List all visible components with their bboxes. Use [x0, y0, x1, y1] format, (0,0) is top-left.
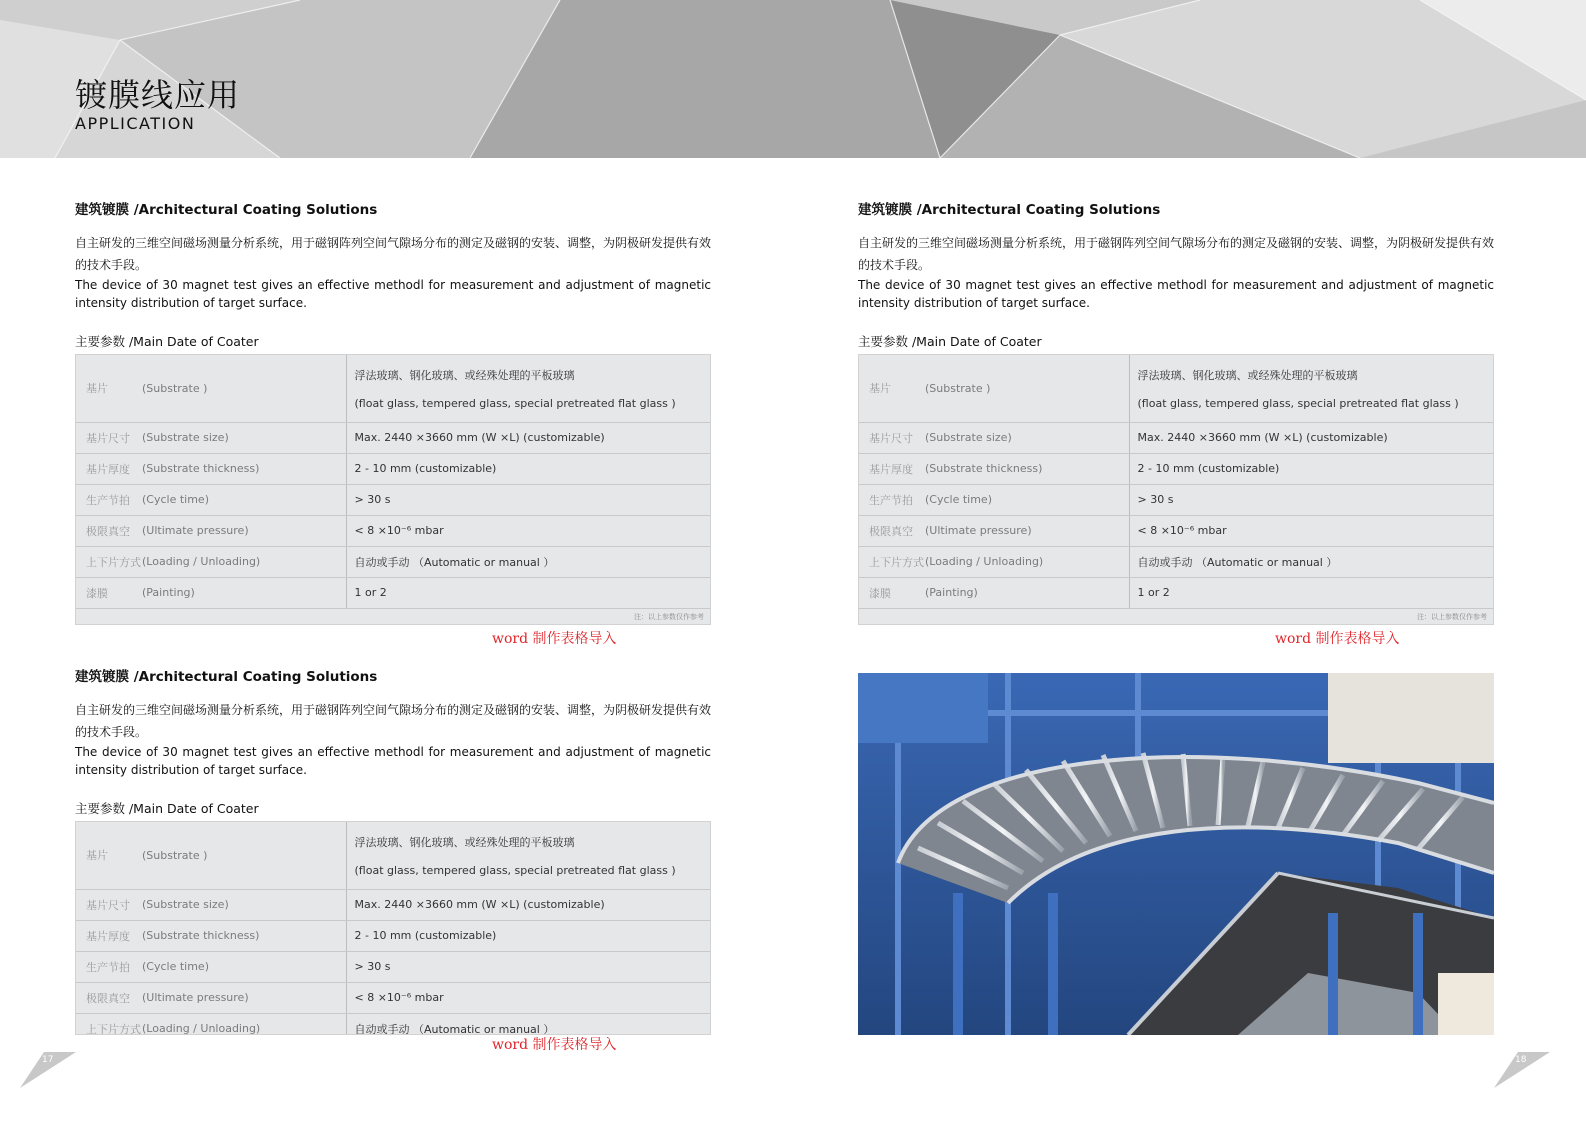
spec-table-body: [76, 355, 710, 609]
row-label-en: (Loading / Unloading): [142, 1013, 346, 1035]
page-title: 镀膜线应用: [75, 76, 241, 114]
param-heading: 主要参数 /Main Date of Coater: [858, 334, 1042, 349]
param-heading: 主要参数 /Main Date of Coater: [75, 801, 259, 816]
row-value: Max. 2440 ×3660 mm (W ×L) (customizable): [1129, 422, 1493, 453]
row-label-cn: 生产节拍: [76, 951, 142, 982]
section-heading: 建筑镀膜 /Architectural Coating Solutions: [858, 202, 1161, 218]
page-number-right: 18: [1515, 1055, 1527, 1065]
row-label-cn: 基片厚度: [76, 453, 142, 484]
row-label-cn: 极限真空: [76, 515, 142, 546]
row-label-en: (Substrate thickness): [142, 920, 346, 951]
row-label-cn: 基片厚度: [76, 920, 142, 951]
spec-table: [75, 821, 711, 1035]
row-value-en: (float glass, tempered glass, special pretreated flat glass ): [354, 863, 676, 877]
row-value: [346, 355, 710, 422]
row-value: < 8 ×10⁻⁶ mbar: [1129, 515, 1493, 546]
row-value: 2 - 10 mm (customizable): [346, 920, 710, 951]
row-value-en: (float glass, tempered glass, special pretreated flat glass ): [354, 396, 676, 410]
row-label-en: (Substrate ): [925, 355, 1129, 422]
section-top-left: [75, 200, 711, 312]
row-label-cn: 基片尺寸: [76, 422, 142, 453]
row-label-cn: 上下片方式: [76, 546, 142, 577]
conveyor-photo: [858, 673, 1494, 1035]
word-import-note: word 制作表格导入: [1275, 631, 1400, 647]
row-value: > 30 s: [346, 484, 710, 515]
section-description-en: The device of 30 magnet test gives an effective methodl for measurement and adjustment of magnetic intensity distribution of target surface.: [858, 278, 1494, 310]
row-value: 自动或手动 （Automatic or manual ）: [1129, 546, 1493, 577]
row-label-cn: 基片厚度: [859, 453, 925, 484]
row-value: 自动或手动 （Automatic or manual ）: [346, 1013, 710, 1035]
row-label-cn: 基片: [76, 822, 142, 889]
row-value: 2 - 10 mm (customizable): [1129, 453, 1493, 484]
row-label-cn: 极限真空: [859, 515, 925, 546]
row-value: < 8 ×10⁻⁶ mbar: [346, 515, 710, 546]
row-label-en: (Painting): [925, 577, 1129, 608]
row-value: < 8 ×10⁻⁶ mbar: [346, 982, 710, 1013]
row-label-cn: 生产节拍: [859, 484, 925, 515]
row-label-en: (Substrate thickness): [925, 453, 1129, 484]
section-description-cn: 自主研发的三维空间磁场测量分析系统，用于磁钢阵列空间气隙场分布的测定及磁钢的安装、调整，为阴极研发提供有效的技术手段。: [858, 236, 1495, 272]
row-value: [346, 822, 710, 889]
row-value: > 30 s: [346, 951, 710, 982]
row-value-cn: 浮法玻璃、钢化玻璃、或经殊处理的平板玻璃: [1137, 368, 1358, 382]
section-description-cn: 自主研发的三维空间磁场测量分析系统，用于磁钢阵列空间气隙场分布的测定及磁钢的安装、调整，为阴极研发提供有效的技术手段。: [75, 703, 712, 739]
row-label-en: (Ultimate pressure): [925, 515, 1129, 546]
row-value: Max. 2440 ×3660 mm (W ×L) (customizable): [346, 422, 710, 453]
row-value: 1 or 2: [1129, 577, 1493, 608]
row-label-en: (Substrate ): [142, 822, 346, 889]
row-label-en: (Painting): [142, 577, 346, 608]
spec-table: [75, 354, 711, 625]
row-value: 1 or 2: [346, 577, 710, 608]
word-import-note: word 制作表格导入: [492, 1037, 617, 1053]
section-heading: 建筑镀膜 /Architectural Coating Solutions: [75, 202, 378, 218]
spec-table: [858, 354, 1494, 625]
param-heading: 主要参数 /Main Date of Coater: [75, 334, 259, 349]
row-label-en: (Cycle time): [142, 951, 346, 982]
row-value: Max. 2440 ×3660 mm (W ×L) (customizable): [346, 889, 710, 920]
row-label-cn: 上下片方式: [76, 1013, 142, 1035]
row-label-en: (Substrate size): [925, 422, 1129, 453]
row-label-cn: 漆膜: [859, 577, 925, 608]
row-value: [1129, 355, 1493, 422]
row-label-en: (Ultimate pressure): [142, 982, 346, 1013]
row-label-en: (Substrate size): [142, 422, 346, 453]
row-label-cn: 极限真空: [76, 982, 142, 1013]
row-value: 自动或手动 （Automatic or manual ）: [346, 546, 710, 577]
table-note: 注：以上参数仅作参考: [634, 613, 704, 621]
header-banner: [0, 0, 1586, 158]
row-label-cn: 基片: [76, 355, 142, 422]
section-description-en: The device of 30 magnet test gives an effective methodl for measurement and adjustment of magnetic intensity distribution of target surface.: [75, 745, 711, 777]
row-label-en: (Ultimate pressure): [142, 515, 346, 546]
table-note: 注：以上参数仅作参考: [1417, 613, 1487, 621]
row-label-cn: 基片尺寸: [76, 889, 142, 920]
row-label-en: (Cycle time): [925, 484, 1129, 515]
word-import-note: word 制作表格导入: [492, 631, 617, 647]
row-label-cn: 漆膜: [76, 577, 142, 608]
row-label-cn: 生产节拍: [76, 484, 142, 515]
row-label-en: (Cycle time): [142, 484, 346, 515]
row-label-cn: 基片尺寸: [859, 422, 925, 453]
page-number-left: 17: [42, 1055, 54, 1065]
section-heading: 建筑镀膜 /Architectural Coating Solutions: [75, 669, 378, 685]
section-description-cn: 自主研发的三维空间磁场测量分析系统，用于磁钢阵列空间气隙场分布的测定及磁钢的安装、调整，为阴极研发提供有效的技术手段。: [75, 236, 712, 272]
row-label-en: (Substrate size): [142, 889, 346, 920]
section-top-right: [858, 200, 1494, 312]
row-value-cn: 浮法玻璃、钢化玻璃、或经殊处理的平板玻璃: [354, 835, 575, 849]
spec-table-body: [859, 355, 1493, 609]
row-label-en: (Loading / Unloading): [925, 546, 1129, 577]
row-value-en: (float glass, tempered glass, special pretreated flat glass ): [1137, 396, 1459, 410]
row-label-en: (Substrate ): [142, 355, 346, 422]
row-label-en: (Loading / Unloading): [142, 546, 346, 577]
page-subtitle: APPLICATION: [75, 114, 196, 133]
spec-table-body: [76, 822, 710, 1035]
row-label-cn: 上下片方式: [859, 546, 925, 577]
row-value: 2 - 10 mm (customizable): [346, 453, 710, 484]
section-bottom-left: [75, 667, 711, 779]
row-label-en: (Substrate thickness): [142, 453, 346, 484]
row-value: > 30 s: [1129, 484, 1493, 515]
section-description-en: The device of 30 magnet test gives an effective methodl for measurement and adjustment of magnetic intensity distribution of target surface.: [75, 278, 711, 310]
row-value-cn: 浮法玻璃、钢化玻璃、或经殊处理的平板玻璃: [354, 368, 575, 382]
conveyor-illustration: [858, 673, 1494, 1035]
row-label-cn: 基片: [859, 355, 925, 422]
